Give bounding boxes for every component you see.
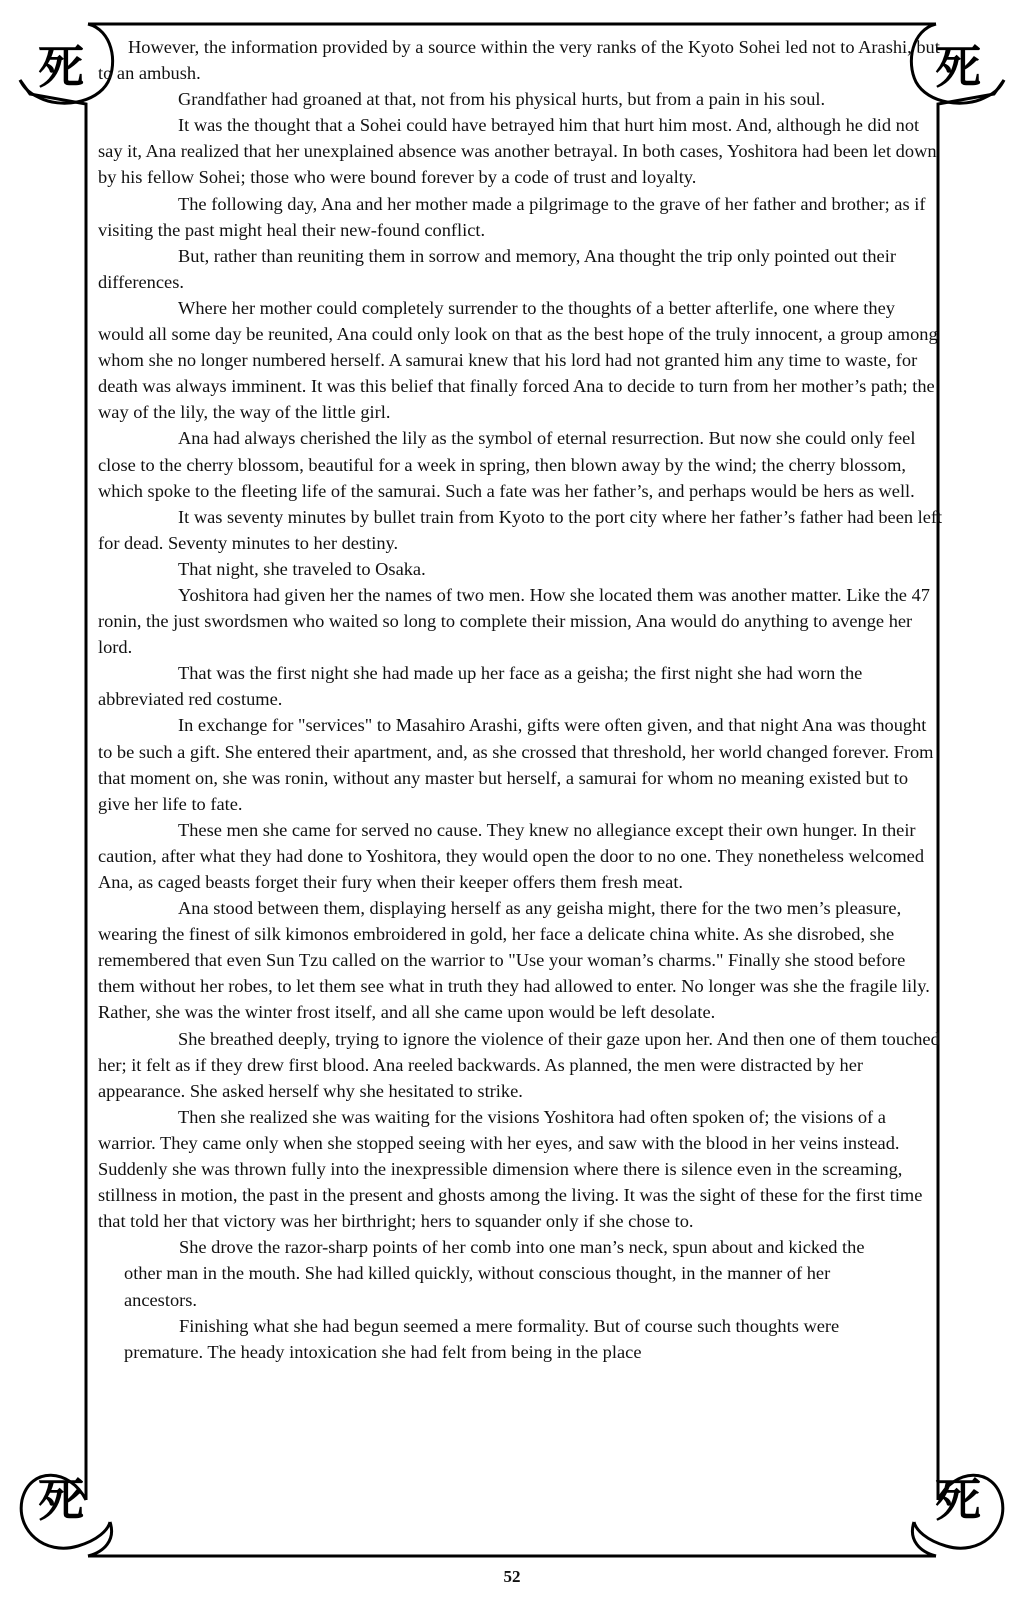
paragraph: Then she realized she was waiting for the visions Yoshitora had often spoken of; the visions of a warrior. They came only when she stopped seeing with her eyes, and saw with the blood in her veins instead. Suddenly she was thrown fully into the inexpressible dimension where there is silence even in the screaming, stillness in motion, the past in the present and ghosts among the living. It was the sight of these for the first time that told her that victory was her birthright; hers to squander only if she chose to. xyxy=(98,1106,923,1232)
paragraph: It was the thought that a Sohei could have betrayed him that hurt him most. And, although he did not say it, Ana realized that her unexplained absence was another betrayal. In both cases, Yoshitora had been let down by his fellow Sohei; those who were bound forever by a code of trust and loyalty. xyxy=(98,115,937,188)
paragraph: Where her mother could completely surrender to the thoughts of a better afterlife, one where they would all some day be reunited, Ana could only look on that as the best hope of the truly innocent, a group among whom she no longer numbered herself. A samurai knew that his lord had not granted him any time to waste, for death was always imminent. It was this belief that finally forced Ana to decide to turn from her mother’s path; the way of the lily, the way of the little girl. xyxy=(98,297,938,423)
paragraph: But, rather than reuniting them in sorrow and memory, Ana thought the trip only pointed out their differences. xyxy=(98,245,896,292)
death-kanji-icon-top-left: 死 xyxy=(38,40,84,94)
paragraph: In exchange for "services" to Masahiro Arashi, gifts were often given, and that night Ana was thought to be such a gift. She entered their apartment, and, as she crossed that threshold, her world changed forever. From that moment on, she was ronin, without any master but herself, a samurai for whom no meaning existed but to give her life to fate. xyxy=(98,715,934,814)
paragraph: Finishing what she had begun seemed a mere formality. But of course such thoughts were premature. The heady intoxication she had felt from being in the place xyxy=(124,1315,840,1362)
paragraph: However, the information provided by a source within the very ranks of the Kyoto Sohei led not to Arashi, but to an ambush. xyxy=(98,37,940,84)
death-kanji-icon-bottom-left: 死 xyxy=(38,1473,84,1527)
death-kanji-icon-top-right: 死 xyxy=(935,40,981,94)
paragraph: She drove the razor-sharp points of her comb into one man’s neck, spun about and kicked the other man in the mouth. She had killed quickly, without conscious thought, in the manner of her ancestors. xyxy=(124,1237,865,1310)
paragraph: Grandfather had groaned at that, not from his physical hurts, but from a pain in his soul. xyxy=(178,89,826,110)
paragraph: That was the first night she had made up her face as a geisha; the first night she had worn the abbreviated red costume. xyxy=(98,663,863,710)
paragraph: She breathed deeply, trying to ignore the violence of their gaze upon her. And then one of them touched her; it felt as if they drew first blood. Ana reeled backwards. As planned, the men were distracted by her appearance. She asked herself why she hesitated to strike. xyxy=(98,1028,940,1101)
paragraph: It was seventy minutes by bullet train from Kyoto to the port city where her father’s father had been left for dead. Seventy minutes to her destiny. xyxy=(98,506,943,553)
body-text xyxy=(98,34,943,1365)
paragraph: The following day, Ana and her mother made a pilgrimage to the grave of her father and brother; as if visiting the past might heal their new-found conflict. xyxy=(98,193,926,240)
paragraph: These men she came for served no cause. They knew no allegiance except their own hunger. In their caution, after what they had done to Yoshitora, they would open the door to no one. They nonetheless welcomed Ana, as caged beasts forget their fury when their keeper offers them fresh meat. xyxy=(98,819,925,892)
paragraph: Ana had always cherished the lily as the symbol of eternal resurrection. But now she could only feel close to the cherry blossom, beautiful for a week in spring, then blown away by the wind; the cherry blossom, which spoke to the fleeting life of the samurai. Such a fate was her father’s, and perhaps would be hers as well. xyxy=(98,428,916,501)
paragraph: Yoshitora had given her the names of two men. How she located them was another matter. Like the 47 ronin, the just swordsmen who waited so long to complete their mission, Ana would do anything to avenge her lord. xyxy=(98,584,930,658)
paragraph: That night, she traveled to Osaka. xyxy=(178,558,426,579)
page-number: 52 xyxy=(503,1567,521,1586)
death-kanji-icon-bottom-right: 死 xyxy=(935,1473,981,1527)
paragraph: Ana stood between them, displaying herself as any geisha might, there for the two men’s pleasure, wearing the finest of silk kimonos embroidered in gold, her face a delicate china white. As she disrobed, she remembered that even Sun Tzu called on the warrior to "Use your woman’s charms." Finally she stood before them without her robes, to let them see what in truth they had allowed to enter. No longer was she the fragile lily. Rather, she was the winter frost itself, and all she came upon would be left desolate. xyxy=(98,898,930,1023)
